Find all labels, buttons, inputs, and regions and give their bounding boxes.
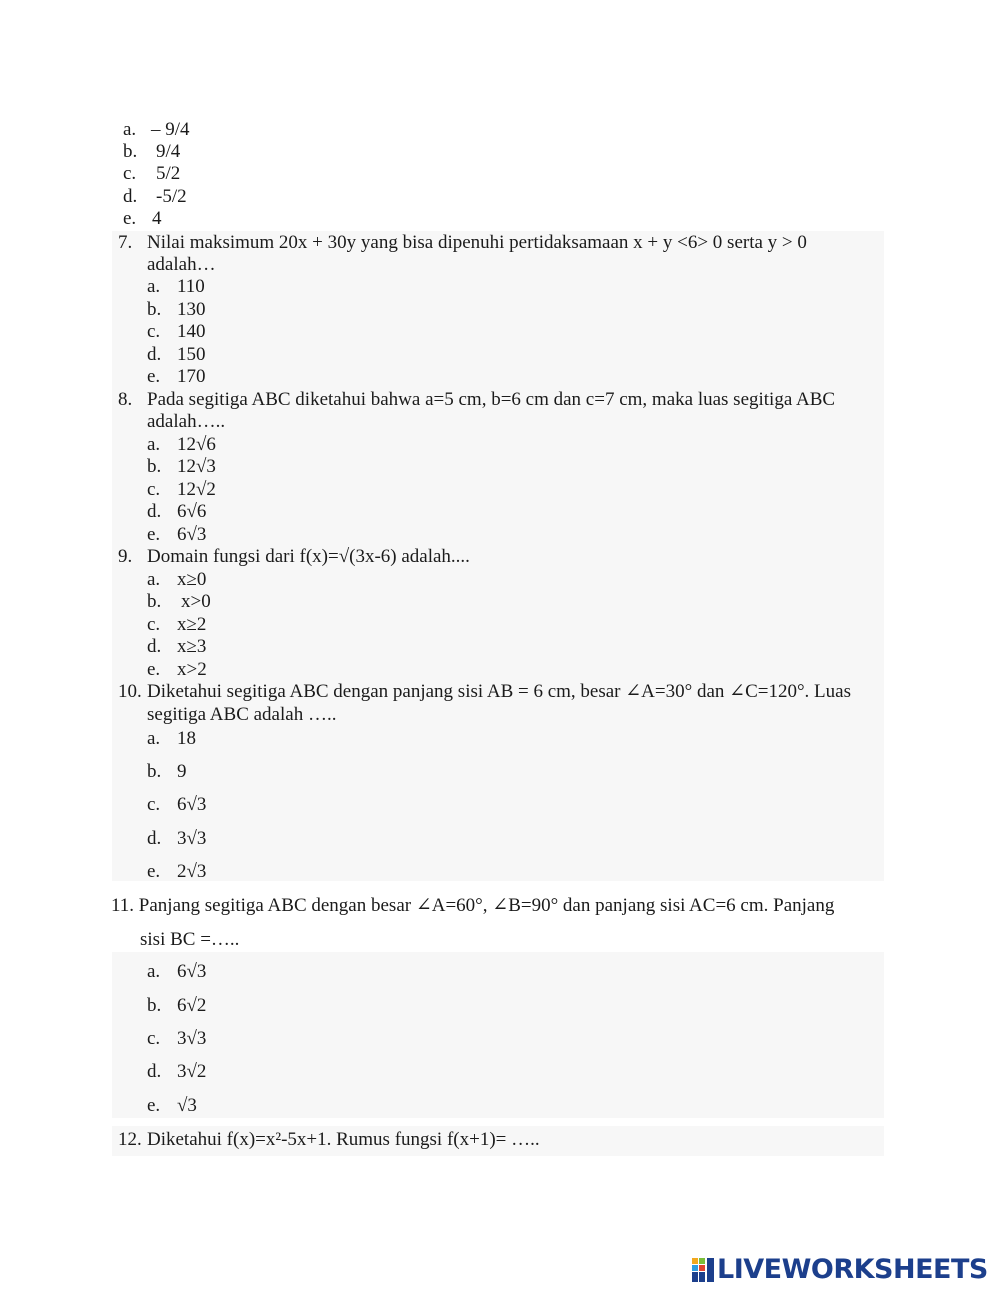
q11-option-a-letter: a. — [147, 961, 161, 982]
q11-option-d-value[interactable]: 3√2 — [177, 1061, 207, 1082]
q10-option-c-letter: c. — [147, 794, 161, 815]
q11-text-line2: sisi BC =….. — [140, 929, 240, 950]
q7-text-line1: Nilai maksimum 20x + 30y yang bisa dipenuhi pertidaksamaan x + y <6> 0 serta y > 0 — [147, 232, 807, 253]
q10-text-line1: Diketahui segitiga ABC dengan panjang sisi AB = 6 cm, besar ∠A=30° dan ∠C=120°. Luas — [147, 681, 851, 702]
q9-option-b-value[interactable]: x>0 — [181, 591, 211, 612]
q8-option-d-letter: d. — [147, 501, 162, 522]
q7-option-e-letter: e. — [147, 366, 161, 387]
liveworksheets-wordmark: LIVEWORKSHEETS — [717, 1254, 988, 1285]
q10-option-a-letter: a. — [147, 728, 161, 749]
prev-option-d-value: -5/2 — [156, 186, 187, 207]
q8-text-line1: Pada segitiga ABC diketahui bahwa a=5 cm, b=6 cm dan c=7 cm, maka luas segitiga ABC — [147, 389, 836, 410]
prev-option-a-letter: a. — [123, 119, 137, 140]
q10-option-b-value[interactable]: 9 — [177, 761, 187, 782]
q10-text-line2: segitiga ABC adalah ….. — [147, 704, 337, 725]
q11-option-e-letter: e. — [147, 1095, 161, 1116]
q10-number: 10. — [118, 681, 142, 702]
liveworksheets-logo-icon — [692, 1258, 714, 1282]
q7-option-a-letter: a. — [147, 276, 161, 297]
q11-option-b-letter: b. — [147, 995, 162, 1016]
q7-option-a-value[interactable]: 110 — [177, 276, 205, 297]
q9-option-c-letter: c. — [147, 614, 161, 635]
q9-option-a-letter: a. — [147, 569, 161, 590]
q11-option-c-letter: c. — [147, 1028, 161, 1049]
q10-option-a-value[interactable]: 18 — [177, 728, 196, 749]
q7-option-e-value[interactable]: 170 — [177, 366, 206, 387]
q8-option-a-value[interactable]: 12√6 — [177, 434, 216, 455]
q9-option-d-letter: d. — [147, 636, 162, 657]
q9-option-e-letter: e. — [147, 659, 161, 680]
q10-option-c-value[interactable]: 6√3 — [177, 794, 207, 815]
q11-option-d-letter: d. — [147, 1061, 162, 1082]
q8-option-d-value[interactable]: 6√6 — [177, 501, 207, 522]
q8-option-b-letter: b. — [147, 456, 162, 477]
q8-option-e-letter: e. — [147, 524, 161, 545]
q11-option-c-value[interactable]: 3√3 — [177, 1028, 207, 1049]
question-shade-mid — [112, 952, 884, 1118]
q10-option-d-letter: d. — [147, 828, 162, 849]
q8-number: 8. — [118, 389, 133, 410]
prev-option-e-letter: e. — [123, 208, 137, 229]
q11-option-e-value[interactable]: √3 — [177, 1095, 197, 1116]
q7-option-b-value[interactable]: 130 — [177, 299, 206, 320]
q8-option-b-value[interactable]: 12√3 — [177, 456, 216, 477]
q7-option-b-letter: b. — [147, 299, 162, 320]
q12-text-line1: Diketahui f(x)=x²-5x+1. Rumus fungsi f(x+1)= ….. — [147, 1129, 540, 1150]
prev-option-d-letter: d. — [123, 186, 138, 207]
prev-option-a-value: – 9/4 — [151, 119, 190, 140]
q7-text-line2: adalah… — [147, 254, 216, 275]
q7-option-c-value[interactable]: 140 — [177, 321, 206, 342]
q10-option-b-letter: b. — [147, 761, 162, 782]
q10-option-d-value[interactable]: 3√3 — [177, 828, 207, 849]
q9-option-e-value[interactable]: x>2 — [177, 659, 207, 680]
q11-text-line1: 11. Panjang segitiga ABC dengan besar ∠A=60°, ∠B=90° dan panjang sisi AC=6 cm. Panjang — [111, 895, 835, 916]
q7-option-c-letter: c. — [147, 321, 161, 342]
q11-option-b-value[interactable]: 6√2 — [177, 995, 207, 1016]
q9-number: 9. — [118, 546, 133, 567]
q7-option-d-letter: d. — [147, 344, 162, 365]
q7-number: 7. — [118, 232, 133, 253]
q8-option-e-value[interactable]: 6√3 — [177, 524, 207, 545]
q9-option-d-value[interactable]: x≥3 — [177, 636, 207, 657]
prev-option-e-value: 4 — [152, 208, 162, 229]
q11-option-a-value[interactable]: 6√3 — [177, 961, 207, 982]
prev-option-c-value: 5/2 — [156, 163, 181, 184]
q8-text-line2: adalah….. — [147, 411, 226, 432]
q10-option-e-value[interactable]: 2√3 — [177, 861, 207, 882]
prev-option-c-letter: c. — [123, 163, 137, 184]
q8-option-c-letter: c. — [147, 479, 161, 500]
q9-option-b-letter: b. — [147, 591, 162, 612]
prev-option-b-value: 9/4 — [156, 141, 181, 162]
q7-option-d-value[interactable]: 150 — [177, 344, 206, 365]
q12-number: 12. — [118, 1129, 142, 1150]
q10-option-e-letter: e. — [147, 861, 161, 882]
prev-option-b-letter: b. — [123, 141, 138, 162]
q8-option-c-value[interactable]: 12√2 — [177, 479, 216, 500]
q9-text-line1: Domain fungsi dari f(x)=√(3x-6) adalah.... — [147, 546, 470, 567]
liveworksheets-logo — [692, 1254, 992, 1286]
q9-option-a-value[interactable]: x≥0 — [177, 569, 207, 590]
q8-option-a-letter: a. — [147, 434, 161, 455]
q9-option-c-value[interactable]: x≥2 — [177, 614, 207, 635]
